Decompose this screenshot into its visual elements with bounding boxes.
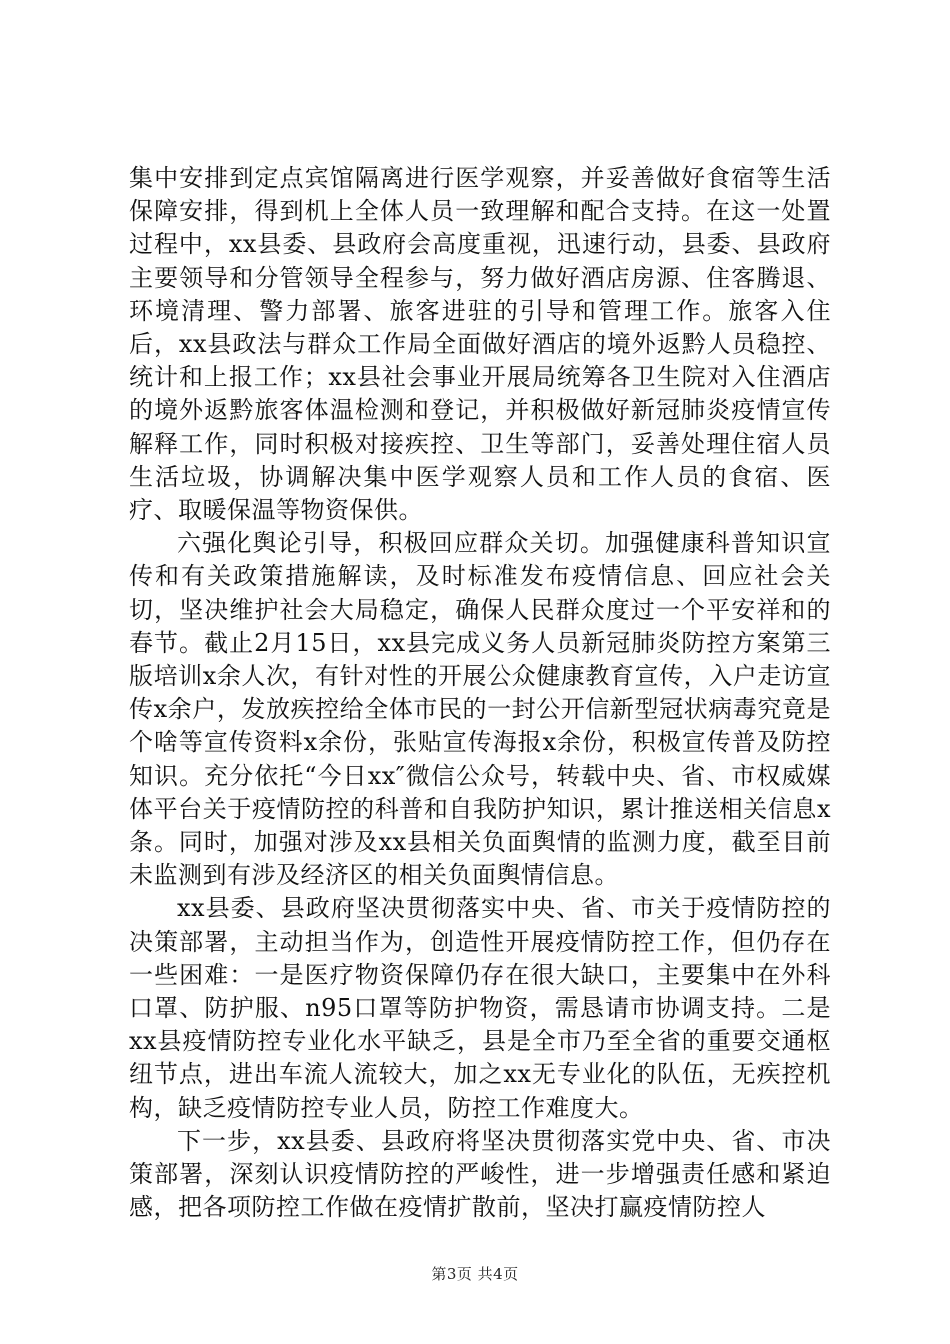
document-body — [129, 162, 831, 1225]
paragraph-2: 六强化舆论引导，积极回应群众关切。加强健康科普知识宣传和有关政策措施解读，及时标准发布疫情信息、回应社会关切，坚决维护社会大局稳定，确保人民群众度过一个平安祥和的春节。截止2月15日，xx县完成义务人员新冠肺炎防控方案第三版培训x余人次，有针对性的开展公众健康教育宣传，入户走访宣传x余户，发放疾控给全体市民的一封公开信新型冠状病毒究竟是个啥等宣传资料x余份，张贴宣传海报x余份，积极宣传普及防控知识。充分依托“今日xx″微信公众号，转载中央、省、市权威媒体平台关于疫情防控的科普和自我防护知识，累计推送相关信息x条。同时，加强对涉及xx县相关负面舆情的监测力度，截至目前未监测到有涉及经济区的相关负面舆情信息。 — [129, 529, 831, 890]
paragraph-3: xx县委、县政府坚决贯彻落实中央、省、市关于疫情防控的决策部署，主动担当作为，创造性开展疫情防控工作，但仍存在一些困难：一是医疗物资保障仍存在很大缺口，主要集中在外科口罩、防护服、n95口罩等防护物资，需恳请市协调支持。二是xx县疫情防控专业化水平缺乏，县是全市乃至全省的重要交通枢纽节点，进出车流人流较大，加之xx无专业化的队伍，无疾控机构，缺乏疫情防控专业人员，防控工作难度大。 — [129, 894, 831, 1122]
page-footer: 第3页 共4页 — [431, 1265, 519, 1283]
paragraph-4: 下一步，xx县委、县政府将坚决贯彻落实党中央、省、市决策部署，深刻认识疫情防控的严峻性，进一步增强责任感和紧迫感，把各项防控工作做在疫情扩散前，坚决打赢疫情防控人 — [129, 1126, 831, 1222]
paragraph-1: 集中安排到定点宾馆隔离进行医学观察，并妥善做好食宿等生活保障安排，得到机上全体人员一致理解和配合支持。在这一处置过程中，xx县委、县政府会高度重视，迅速行动，县委、县政府主要领导和分管领导全程参与，努力做好酒店房源、住客腾退、环境清理、警力部署、旅客进驻的引导和管理工作。旅客入住后，xx县政法与群众工作局全面做好酒店的境外返黔人员稳控、统计和上报工作；xx县社会事业开展局统筹各卫生院对入住酒店的境外返黔旅客体温检测和登记，并积极做好新冠肺炎疫情宣传解释工作，同时积极对接疾控、卫生等部门，妥善处理住宿人员生活垃圾，协调解决集中医学观察人员和工作人员的食宿、医疗、取暖保温等物资保供。 — [129, 164, 831, 525]
